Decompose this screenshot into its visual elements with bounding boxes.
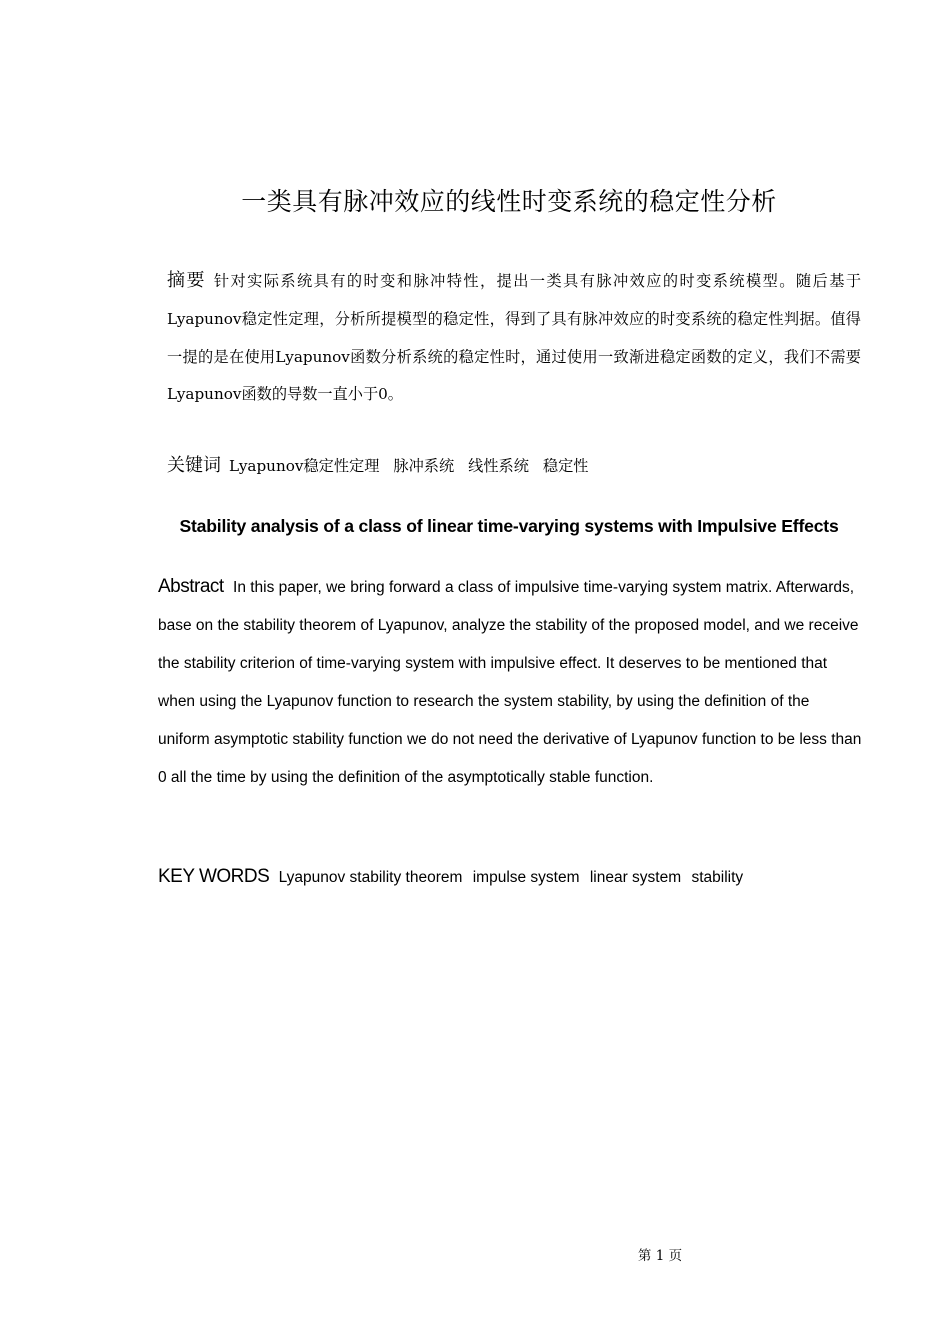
chinese-keyword: 脉冲系统 xyxy=(393,457,455,475)
english-keywords xyxy=(158,860,864,895)
english-abstract xyxy=(158,568,864,798)
english-keywords-label: KEY WORDS xyxy=(158,866,270,887)
english-keyword: linear system xyxy=(589,869,682,886)
english-keyword: Lyapunov stability theorem xyxy=(278,869,463,886)
english-abstract-label: Abstract xyxy=(158,576,224,597)
chinese-title: 一类具有脉冲效应的线性时变系统的稳定性分析 xyxy=(241,187,777,216)
chinese-abstract xyxy=(167,262,861,414)
chinese-keywords xyxy=(167,448,867,484)
english-keyword: stability xyxy=(691,869,744,886)
chinese-keyword: 线性系统 xyxy=(468,457,529,475)
english-title: Stability analysis of a class of linear time-varying systems with Impulsive Effects xyxy=(179,516,839,536)
chinese-abstract-label: 摘要 xyxy=(167,270,206,291)
chinese-abstract-text: 针对实际系统具有的时变和脉冲特性，提出一类具有脉冲效应的时变系统模型。随后基于Lyapunov稳定性定理，分析所提模型的稳定性，得到了具有脉冲效应的时变系统的稳定性判据。值得一提的是在使用Lyapunov函数分析系统的稳定性时，通过使用一致渐进稳定函数的定义，我们不需要Lyapunov函数的导数一直小于0。 xyxy=(167,272,862,404)
english-keyword: impulse system xyxy=(472,869,580,886)
chinese-keywords-label: 关键词 xyxy=(167,455,221,476)
chinese-keyword: Lyapunov稳定性定理 xyxy=(229,457,380,475)
english-abstract-text: In this paper, we bring forward a class of impulsive time-varying system matrix. Afterwards, base on the stability theorem of Lyapunov, analyze the stability of the proposed model, and we receive the stability criterion of time-varying system with impulsive effect. It deserves to be mentioned that when using the Lyapunov function to research the system stability, by using the definition of the uniform asymptotic stability function we do not need the derivative of Lyapunov function to be less than 0 all the time by using the definition of the asymptotically stable function. xyxy=(158,579,862,787)
page-number: 第 1 页 xyxy=(637,1248,683,1264)
chinese-keyword: 稳定性 xyxy=(542,457,589,475)
